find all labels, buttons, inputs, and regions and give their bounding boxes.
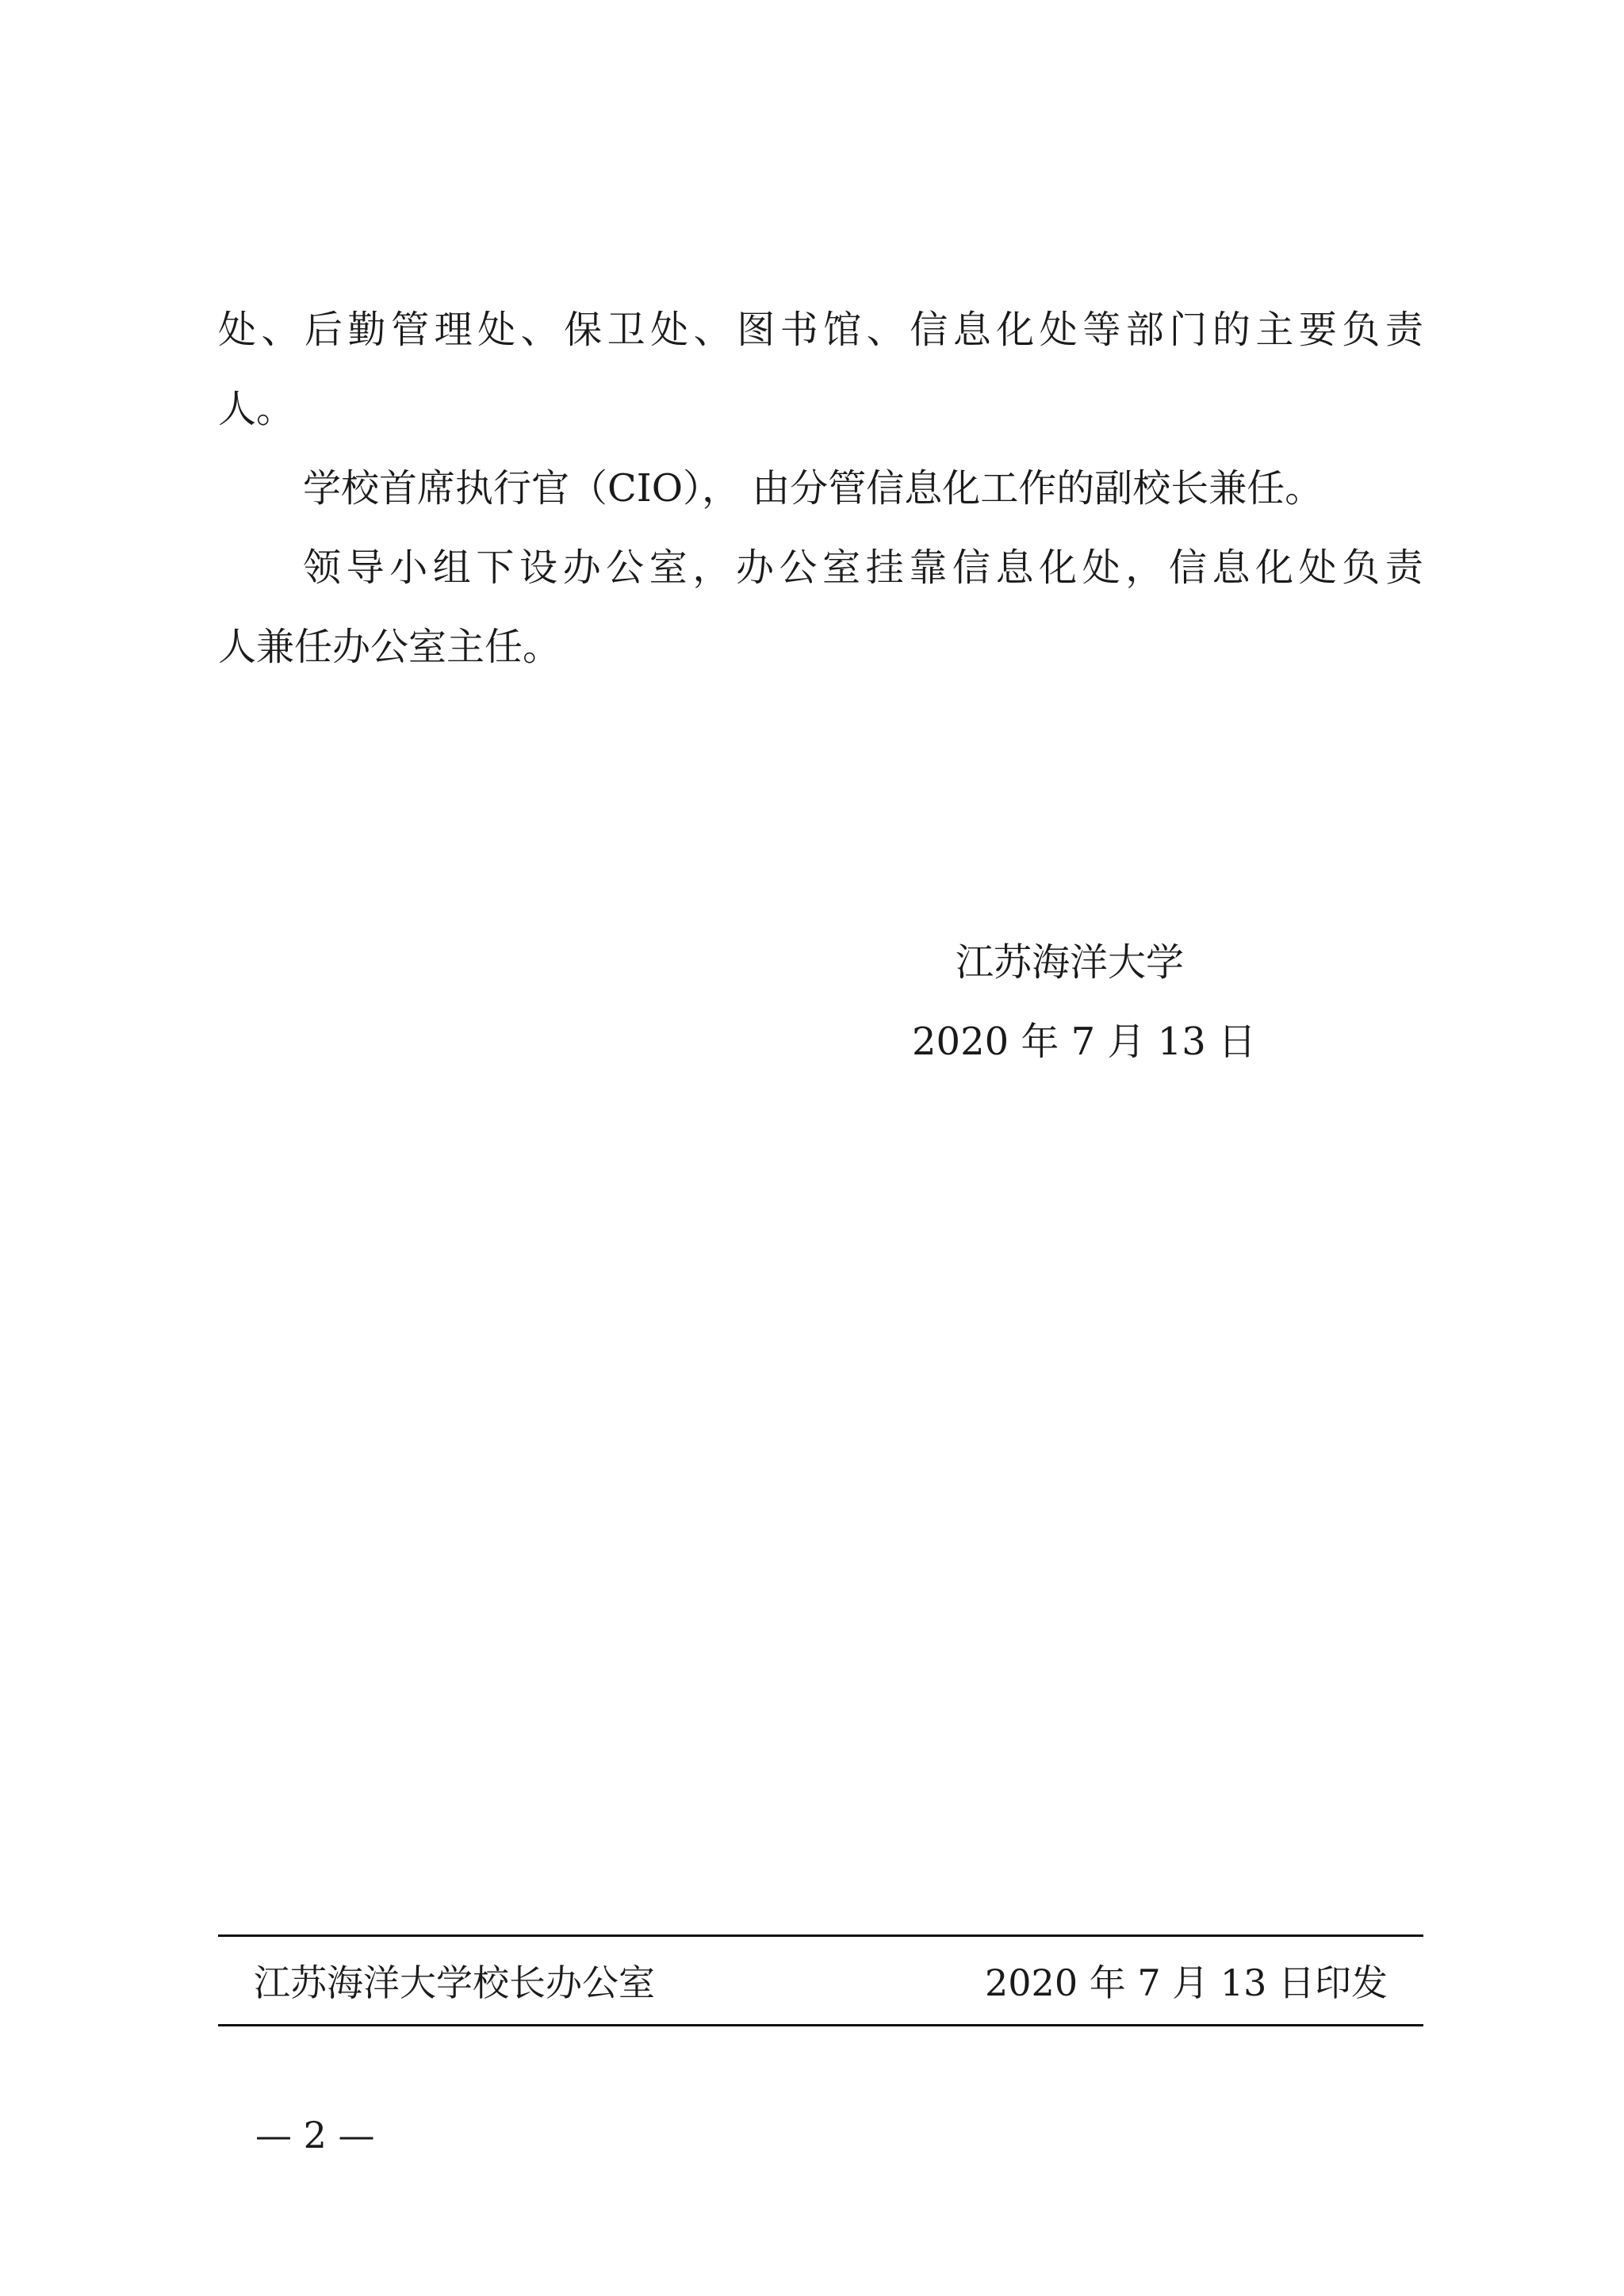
body-line-1-char: 书 <box>779 308 818 352</box>
body-line-1-char: 部 <box>1125 308 1164 352</box>
body-line-1-char: 处 <box>650 308 689 352</box>
body-line-1-char: 卫 <box>607 308 645 352</box>
body-line-4-char: ， <box>1125 545 1164 590</box>
body-line-2: 人。 <box>218 387 295 431</box>
body-line-4-char: 下 <box>476 545 515 590</box>
body-line-4-char: 负 <box>1342 545 1381 590</box>
body-line-4-char: 挂 <box>865 545 904 590</box>
body-line-1-char: 门 <box>1169 308 1208 352</box>
body-line-4-char: 室 <box>649 545 688 590</box>
body-line-1-char: 保 <box>564 308 603 352</box>
page-number: — 2 — <box>255 2114 375 2156</box>
body-line-4-char: 设 <box>519 545 557 590</box>
body-paragraph-cio: 学校首席执行官（CIO）， 由分管信息化工作的副校长兼任。 <box>303 466 1323 511</box>
body-line-1-char: 、 <box>693 308 732 352</box>
body-line-1-char: 、 <box>261 308 300 352</box>
body-line-4-char: 办 <box>735 545 774 590</box>
body-line-1-char: 理 <box>434 308 473 352</box>
body-line-4-char: 化 <box>1039 545 1078 590</box>
body-line-1 <box>218 308 1423 352</box>
body-line-1-char: 后 <box>304 308 343 352</box>
body-line-4-char: 处 <box>1298 545 1337 590</box>
body-line-1-char: 处 <box>477 308 516 352</box>
body-line-4-char: 导 <box>346 545 385 590</box>
body-line-4-char: 化 <box>1255 545 1294 590</box>
body-line-1-char: 处 <box>1039 308 1078 352</box>
body-line-1-char: 主 <box>1255 308 1294 352</box>
body-line-4-char: 小 <box>389 545 428 590</box>
body-line-1-char: 信 <box>910 308 948 352</box>
body-line-4-char: 息 <box>995 545 1034 590</box>
body-line-4-char: 公 <box>606 545 645 590</box>
body-line-4-char: 组 <box>432 545 471 590</box>
body-line-1-char: 化 <box>996 308 1035 352</box>
body-line-4-char: 室 <box>822 545 861 590</box>
body-line-1-char: 、 <box>866 308 905 352</box>
body-line-4-char: 责 <box>1385 545 1423 590</box>
footer-issuer: 江苏海洋大学校长办公室 <box>254 1961 655 2004</box>
body-line-1-char: 要 <box>1298 308 1337 352</box>
body-line-1-char: 负 <box>1342 308 1381 352</box>
body-line-4-char: 公 <box>779 545 818 590</box>
body-line-1-char: 息 <box>952 308 991 352</box>
body-line-4-char: 处 <box>1082 545 1120 590</box>
footer-row <box>254 1961 1388 2004</box>
body-line-1-char: 的 <box>1212 308 1251 352</box>
body-line-1-char: 图 <box>737 308 776 352</box>
body-line-1-char: 等 <box>1082 308 1121 352</box>
body-line-1-char: 、 <box>520 308 559 352</box>
body-line-1-char: 责 <box>1385 308 1423 352</box>
body-line-4-char: 靠 <box>909 545 948 590</box>
footer-top-rule <box>218 1934 1423 1937</box>
body-line-4 <box>303 545 1423 590</box>
footer-issue-date: 2020 年 7 月 13 日印发 <box>985 1961 1388 2004</box>
signature-date: 2020 年 7 月 13 日 <box>912 1020 1257 1064</box>
body-line-4-char: 办 <box>562 545 601 590</box>
signature-organization: 江苏海洋大学 <box>956 940 1185 985</box>
body-line-4-char: ， <box>692 545 731 590</box>
footer-bottom-rule <box>218 2024 1423 2026</box>
body-line-1-char: 处 <box>218 308 257 352</box>
body-line-1-char: 馆 <box>823 308 862 352</box>
body-line-4-char: 领 <box>303 545 342 590</box>
body-line-1-char: 勤 <box>347 308 386 352</box>
body-line-4-char: 信 <box>952 545 990 590</box>
body-line-4-char: 信 <box>1168 545 1207 590</box>
body-line-4-char: 息 <box>1212 545 1251 590</box>
body-line-5: 人兼任办公室主任。 <box>218 625 561 669</box>
body-line-1-char: 管 <box>391 308 430 352</box>
